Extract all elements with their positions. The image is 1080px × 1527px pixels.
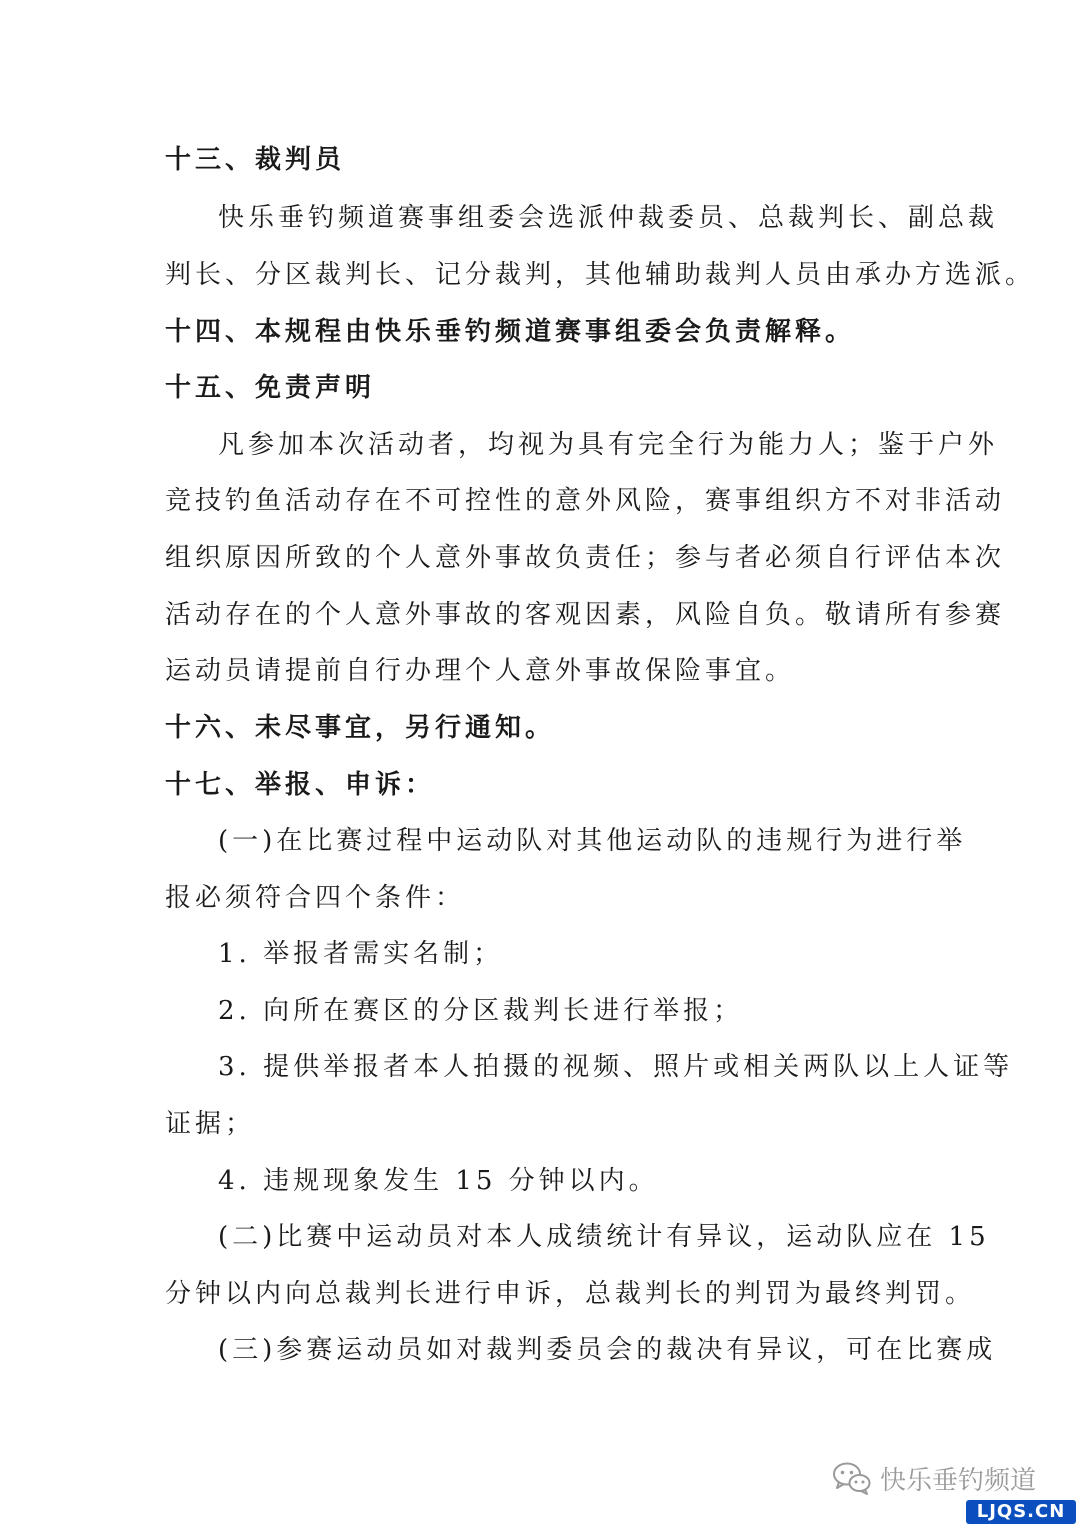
list-item: 4. 违规现象发生 15 分钟以内。 bbox=[218, 1166, 659, 1196]
section-13-heading: 十三、裁判员 bbox=[165, 145, 346, 175]
paragraph-line: (三)参赛运动员如对裁判委员会的裁决有异议，可在比赛成 bbox=[218, 1335, 997, 1365]
paragraph-line: 组织原因所致的个人意外事故负责任；参与者必须自行评估本次 bbox=[165, 543, 1006, 573]
paragraph-line: 证据； bbox=[165, 1109, 256, 1139]
section-15-heading: 十五、免责声明 bbox=[165, 373, 376, 403]
list-item: 3. 提供举报者本人拍摄的视频、照片或相关两队以上人证等 bbox=[218, 1052, 1014, 1082]
paragraph-line: (一)在比赛过程中运动队对其他运动队的违规行为进行举 bbox=[218, 826, 967, 856]
paragraph-line: 快乐垂钓频道赛事组委会选派仲裁委员、总裁判长、副总裁 bbox=[218, 203, 999, 233]
paragraph-line: 竞技钓鱼活动存在不可控性的意外风险，赛事组织方不对非活动 bbox=[165, 486, 1006, 516]
paragraph-line: 活动存在的个人意外事故的客观因素，风险自负。敬请所有参赛 bbox=[165, 600, 1006, 630]
paragraph-line: 凡参加本次活动者，均视为具有完全行为能力人；鉴于户外 bbox=[218, 430, 999, 460]
section-17-heading: 十七、举报、申诉： bbox=[165, 770, 436, 800]
paragraph-line: (二)比赛中运动员对本人成绩统计有异议，运动队应在 15 bbox=[218, 1222, 990, 1252]
site-logo-badge: LJQS.CN bbox=[966, 1500, 1076, 1524]
watermark-text: 快乐垂钓频道 bbox=[880, 1465, 1037, 1496]
paragraph-line: 分钟以内向总裁判长进行申诉，总裁判长的判罚为最终判罚。 bbox=[165, 1279, 976, 1309]
wechat-icon bbox=[832, 1461, 872, 1495]
section-16-heading: 十六、未尽事宜，另行通知。 bbox=[165, 713, 556, 743]
paragraph-line: 运动员请提前自行办理个人意外事故保险事宜。 bbox=[165, 656, 796, 686]
channel-watermark bbox=[832, 1458, 1036, 1498]
list-item: 2. 向所在赛区的分区裁判长进行举报； bbox=[218, 996, 744, 1026]
paragraph-line: 报必须符合四个条件： bbox=[165, 883, 466, 913]
section-14-heading: 十四、本规程由快乐垂钓频道赛事组委会负责解释。 bbox=[165, 317, 856, 347]
list-item: 1. 举报者需实名制； bbox=[218, 939, 504, 969]
paragraph-line: 判长、分区裁判长、记分裁判，其他辅助裁判人员由承办方选派。 bbox=[165, 260, 1036, 290]
